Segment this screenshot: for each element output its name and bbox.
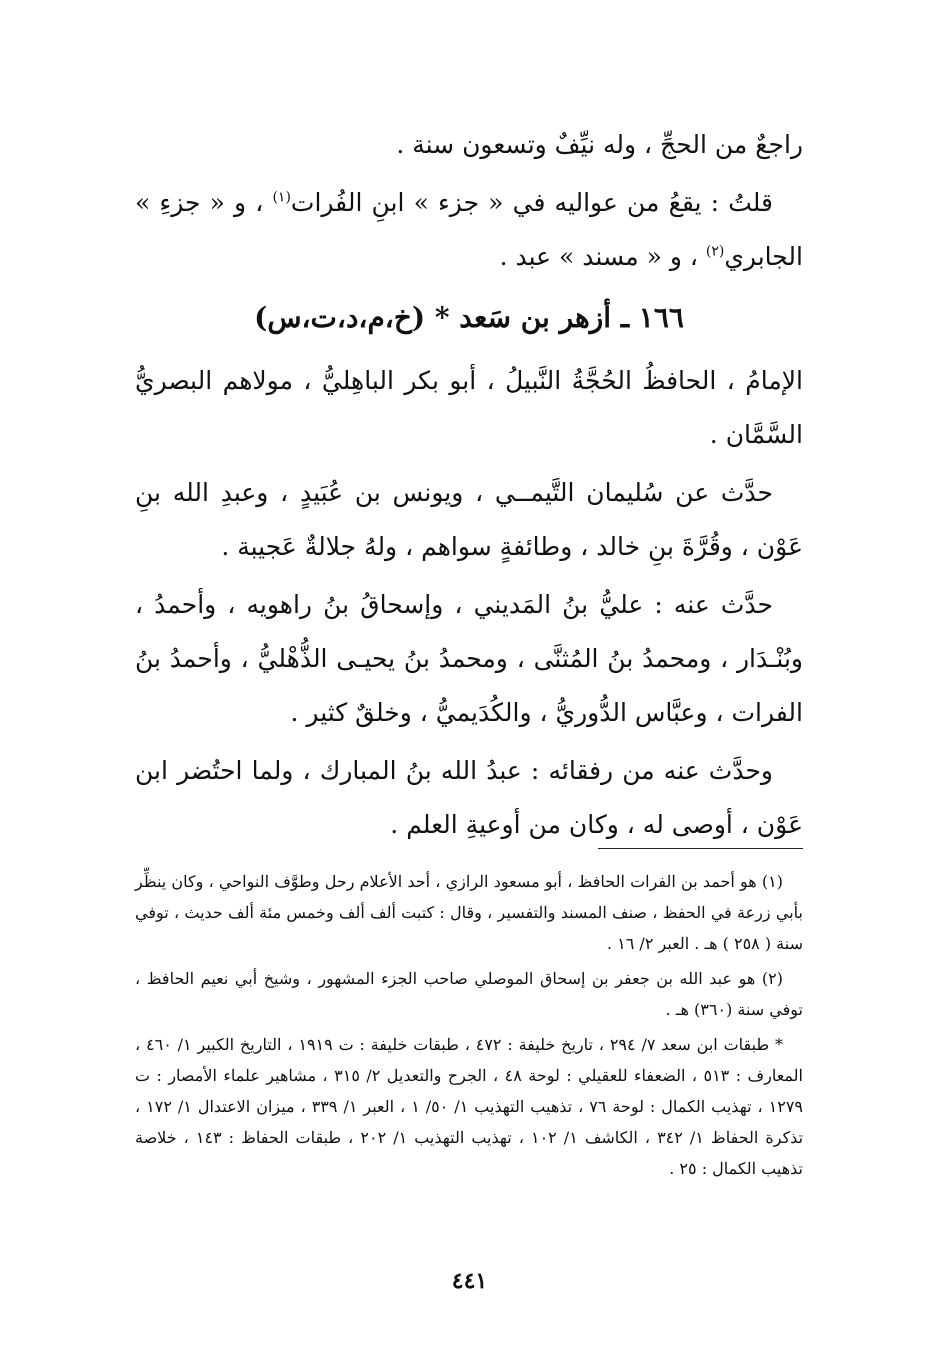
footnote-ref-1: (١): [272, 189, 291, 206]
peers-paragraph: وحدَّث عنه من رفقائه : عبدُ الله بنُ المبارك ، ولما احتُضر ابن عَوْن ، أوصى له ، وكان من أوعيةِ العلم .: [135, 756, 803, 839]
page-number: ٤٤١: [451, 1268, 488, 1294]
bio-paragraph: الإمامُ ، الحافظُ الحُجَّةُ النَّبيلُ ، أبو بكر الباهِليُّ ، مولاهم البصريُّ السَّمَّان .: [135, 366, 803, 449]
footnote-1: (١) هو أحمد بن الفرات الحافظ ، أبو مسعود الرازي ، أحد الأعلام رحل وطوَّف النواحي ، وكان ينظِّر بأبي زرعة في الحفظ ، صنف المسند والتفسير ، وقال : كتبت ألف ألف وخمس مئة ألف حديث ، توفي سنة ( ٢٥٨ ) هـ . العبر ٢/ ١٦ .: [135, 872, 803, 953]
footnotes: [135, 866, 803, 1188]
teachers-paragraph: حدَّث عن سُليمان التَّيمــي ، ويونس بن عُبَيدٍ ، وعبدِ الله بنِ عَوْن ، وقُرَّةَ بنِ خالد ، وطائفةٍ سواهم ، ولهُ جلالةٌ عَجيبة .: [135, 478, 803, 561]
entry-heading: ١٦٦ ـ أزهر بن سَعد * (خ،م،د،ت،س): [254, 301, 684, 334]
footnote-ref-2: (٢): [705, 243, 725, 260]
footnote-separator: [598, 848, 803, 849]
footnote-2: (٢) هو عبد الله بن جعفر بن إسحاق الموصلي صاحب الجزء المشهور ، وشيخ أبي نعيم الحافظ ، توفي سنة (٣٦٠) هـ .: [135, 969, 803, 1019]
author-note-part1: قلتُ : يقعُ من عواليه في « جزء » ابنِ الفُرات: [290, 188, 773, 217]
main-text: [135, 118, 803, 852]
author-note-part3: ، و « مسند » عبد .: [499, 242, 698, 271]
students-paragraph: حدَّث عنه : عليُّ بنُ المَديني ، وإسحاقُ بنُ راهويه ، وأحمدُ ، وبُنْـدَار ، ومحمدُ بنُ المُثنَّى ، ومحمدُ بنُ يحيـى الذُّهْليُّ ، وأحمدُ بنُ الفرات ، وعبَّاس الدُّوريُّ ، والكُدَيميُّ ، وخلقٌ كثير .: [135, 590, 803, 727]
author-note: [135, 176, 803, 284]
continuation-line: راجعٌ من الحجِّ ، وله نيِّفٌ وتسعون سنة .: [396, 130, 803, 159]
author-note-part2: ، و « جزءِ » الجابري: [135, 188, 803, 271]
footnote-sources: * طبقات ابن سعد ٧/ ٢٩٤ ، تاريخ خليفة : ٤٧٢ ، طبقات خليفة : ت ١٩١٩ ، التاريخ الكبير ١/ ٤٦٠ ، المعارف : ٥١٣ ، الضعفاء للعقيلي : لوحة ٤٨ ، الجرح والتعديل ٢/ ٣١٥ ، مشاهير علماء الأمصار : ت ١٢٧٩ ، تهذيب الكمال : لوحة ٧٦ ، تذهيب التهذيب ١/ ٥٠/ ١ ، العبر ١/ ٣٣٩ ، ميزان الاعتدال ١/ ١٧٢ ، تذكرة الحفاظ ١/ ٣٤٢ ، الكاشف ١/ ١٠٢ ، تهذيب التهذيب ١/ ٢٠٢ ، طبقات الحفاظ : ١٤٣ ، خلاصة تذهيب الكمال : ٢٥ .: [135, 1035, 804, 1178]
